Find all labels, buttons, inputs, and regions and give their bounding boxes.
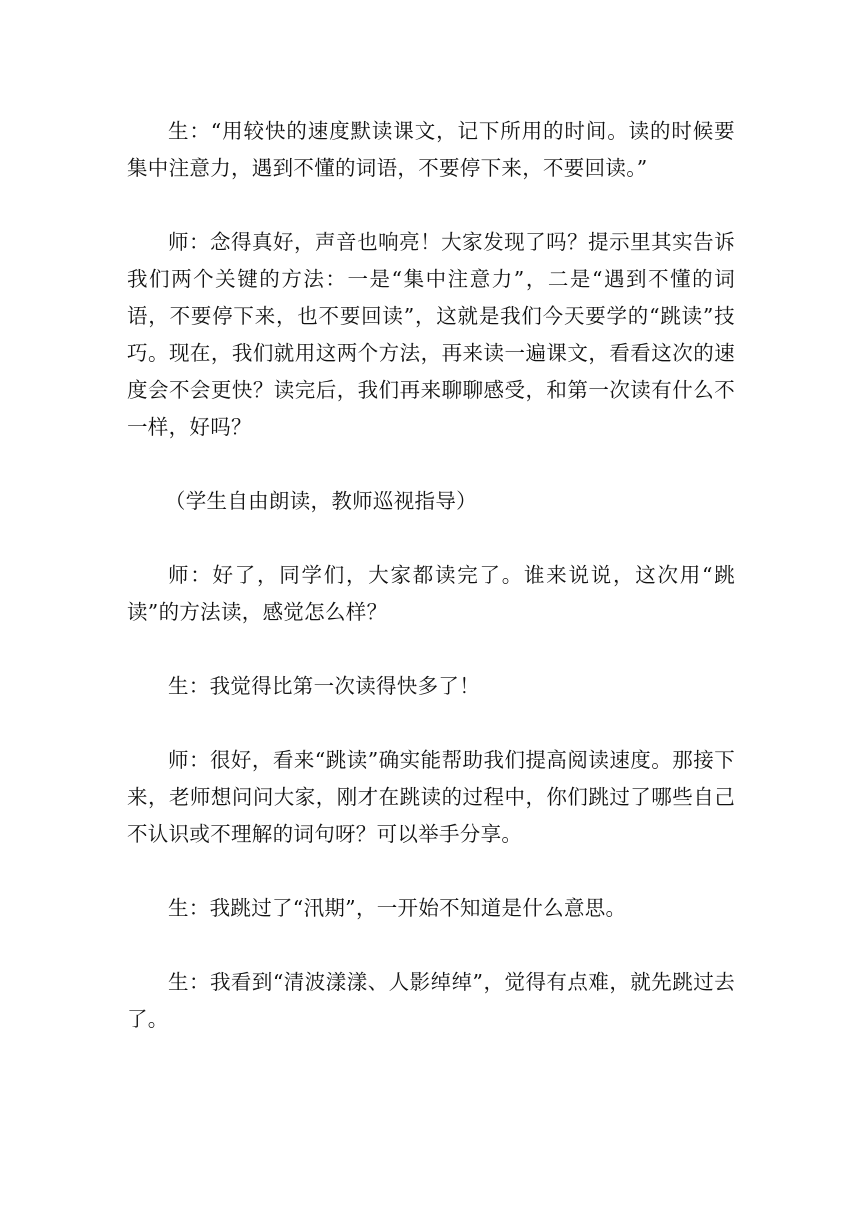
teacher-explanation-paragraph: 师：念得真好，声音也响亮！大家发现了吗？提示里其实告诉我们两个关键的方法：一是“集中注意力”，二是“遇到不懂的词语，不要停下来，也不要回读”，这就是我们今天要学的“跳读”技巧。现在，我们就用这两个方法，再来读一遍课文，看看这次的速度会不会更快？读完后，我们再来聊聊感受，和第一次读有什么不一样，好吗？ — [127, 230, 735, 439]
teacher-question-paragraph: 师：好了，同学们，大家都读完了。谁来说说，这次用“跳读”的方法读，感觉怎么样？ — [127, 563, 735, 624]
teacher-followup-paragraph: 师：很好，看来“跳读”确实能帮助我们提高阅读速度。那接下来，老师想问问大家，刚才在跳读的过程中，你们跳过了哪些自己不认识或不理解的词句呀？可以举手分享。 — [127, 748, 735, 846]
classroom-activity-note: （学生自由朗读，教师巡视指导） — [164, 489, 477, 513]
student-response-paragraph: 生：我看到“清波漾漾、人影绰绰”，觉得有点难，就先跳过去了。 — [127, 970, 735, 1031]
document-body — [127, 113, 735, 1075]
student-response-paragraph: 生：我觉得比第一次读得快多了！ — [168, 674, 480, 698]
student-reading-prompt: 生：“用较快的速度默读课文，记下所用的时间。读的时候要集中注意力，遇到不懂的词语，不要停下来，不要回读。” — [127, 119, 735, 180]
student-response-paragraph: 生：我跳过了“汛期”，一开始不知道是什么意思。 — [168, 896, 627, 920]
